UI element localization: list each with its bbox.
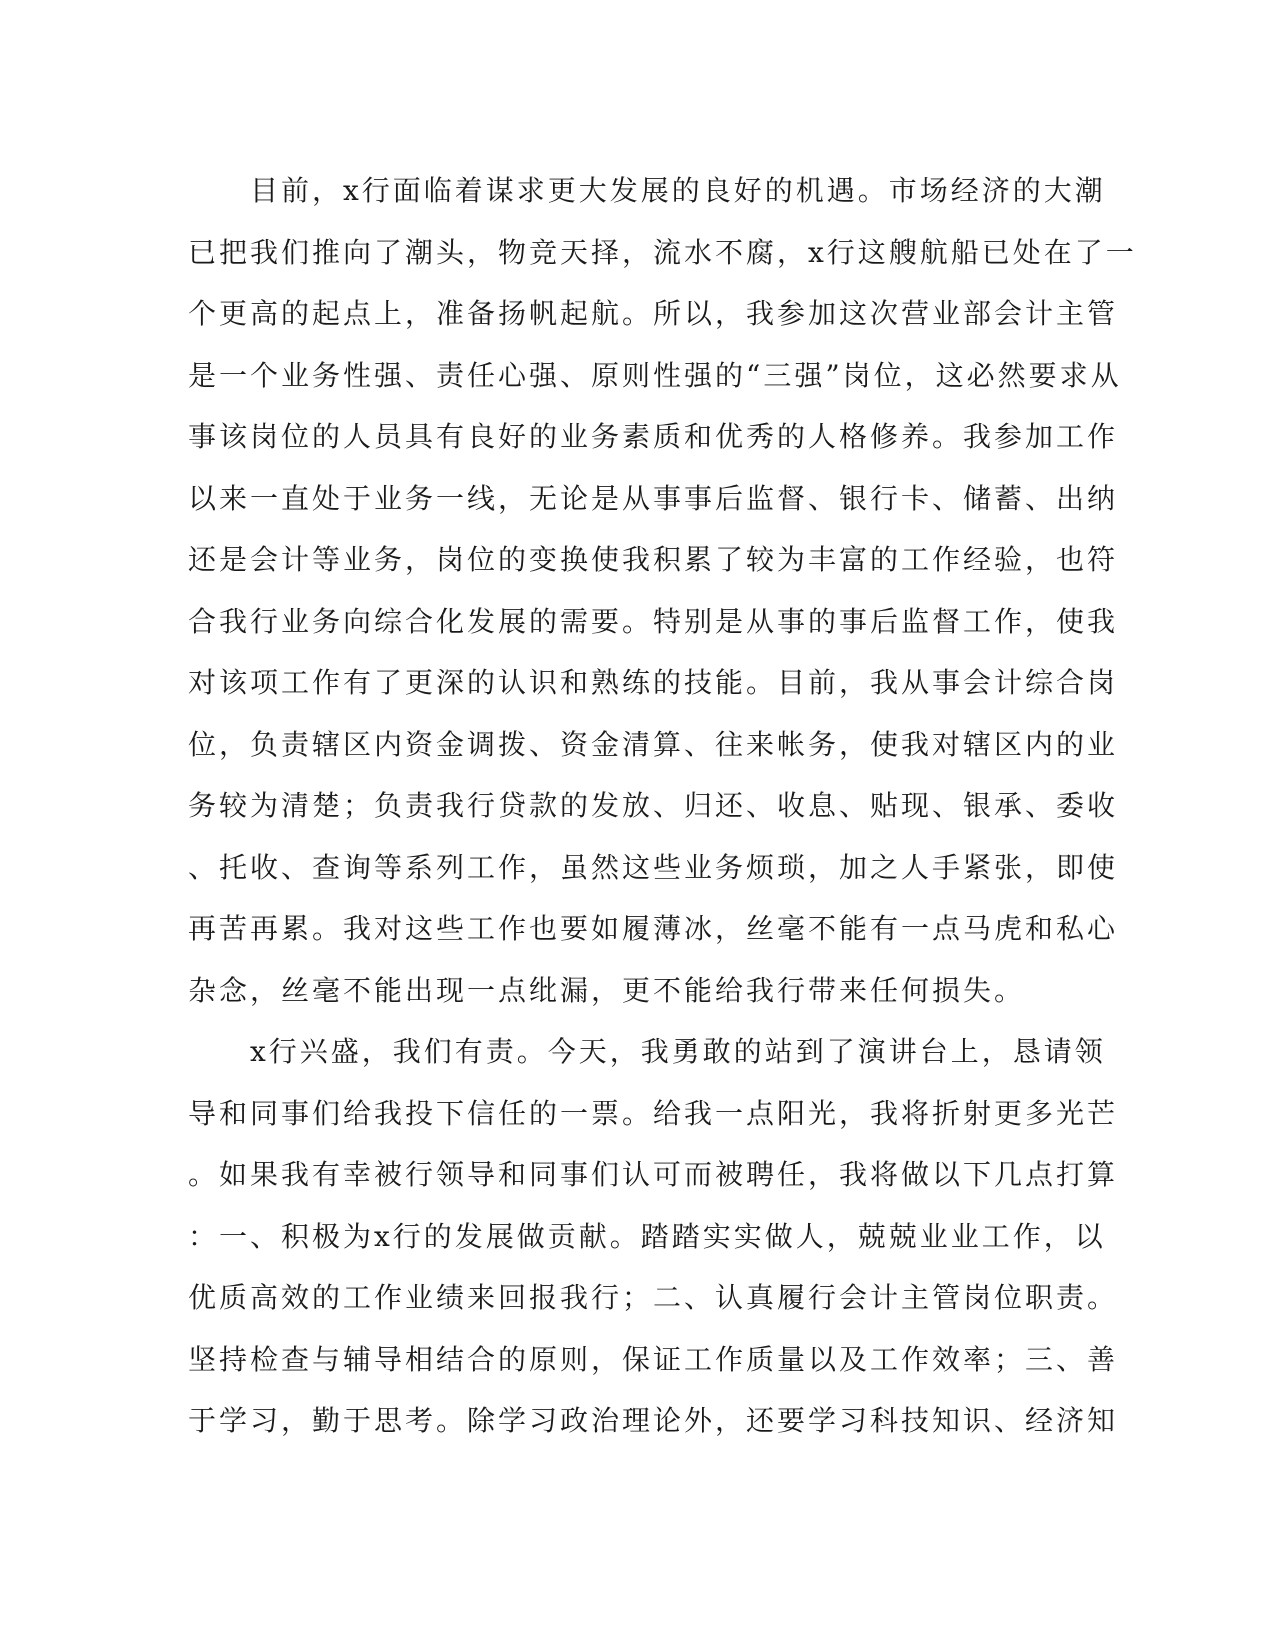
text-line: 。如果我有幸被行领导和同事们认可而被聘任，我将做以下几点打算 (188, 1158, 1119, 1191)
text-line: 导和同事们给我投下信任的一票。给我一点阳光，我将折射更多光芒 (188, 1096, 1119, 1130)
text-line: 合我行业务向综合化发展的需要。特别是从事的事后监督工作，使我 (188, 604, 1119, 638)
text-line: x行兴盛，我们有责。今天，我勇敢的站到了演讲台上，恳请领 (188, 1035, 1106, 1068)
paragraph-1 (188, 160, 1137, 1021)
text-line: 已把我们推向了潮头，物竞天择，流水不腐，x行这艘航船已处在了一 (188, 235, 1137, 269)
text-line: 以来一直处于业务一线，无论是从事事后监督、银行卡、储蓄、出纳 (188, 481, 1119, 515)
text-line: 、托收、查询等系列工作，虽然这些业务烦琐，加之人手紧张，即使 (188, 850, 1119, 884)
text-line: ：一、积极为x行的发展做贡献。踏踏实实做人，兢兢业业工作，以 (188, 1219, 1106, 1253)
text-line: 于学习，勤于思考。除学习政治理论外，还要学习科技知识、经济知 (188, 1404, 1119, 1437)
text-line: 优质高效的工作业绩来回报我行；二、认真履行会计主管岗位职责。 (188, 1281, 1119, 1314)
paragraph-2 (188, 1021, 1119, 1452)
text-line: 个更高的起点上，准备扬帆起航。所以，我参加这次营业部会计主管 (188, 297, 1119, 330)
body-text (188, 160, 1137, 1452)
text-line: 坚持检查与辅导相结合的原则，保证工作质量以及工作效率；三、善 (188, 1342, 1119, 1376)
text-line: 再苦再累。我对这些工作也要如履薄冰，丝毫不能有一点马虎和私心 (188, 912, 1119, 945)
text-line: 对该项工作有了更深的认识和熟练的技能。目前，我从事会计综合岗 (188, 666, 1119, 699)
text-line: 事该岗位的人员具有良好的业务素质和优秀的人格修养。我参加工作 (188, 420, 1119, 453)
text-line: 还是会计等业务，岗位的变换使我积累了较为丰富的工作经验，也符 (188, 543, 1119, 576)
text-line: 务较为清楚；负责我行贷款的发放、归还、收息、贴现、银承、委收 (188, 789, 1119, 822)
text-line: 是一个业务性强、责任心强、原则性强的“三强”岗位，这必然要求从 (188, 358, 1122, 392)
text-line: 杂念，丝毫不能出现一点纰漏，更不能给我行带来任何损失。 (188, 973, 1026, 1007)
text-line: 位，负责辖区内资金调拨、资金清算、往来帐务，使我对辖区内的业 (188, 727, 1119, 761)
text-line: 目前，x行面临着谋求更大发展的良好的机遇。市场经济的大潮 (188, 174, 1106, 207)
